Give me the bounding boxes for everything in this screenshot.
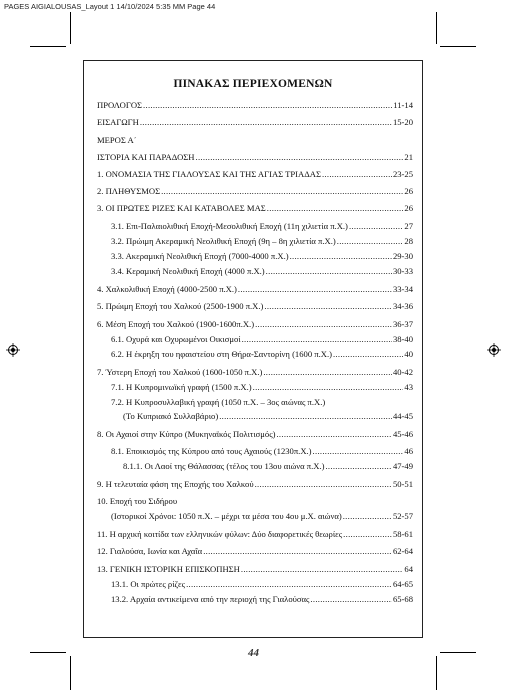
toc-entry xyxy=(123,461,413,471)
toc-leader xyxy=(203,546,392,556)
toc-entry-label: 8.1.1. Οι Λαοί της Θάλασσας (τέλος του 13ου αιώνα π.Χ.) xyxy=(123,461,325,471)
toc-entry-page: 65-68 xyxy=(392,594,413,604)
toc-leader xyxy=(264,301,392,311)
toc-entry-label: 2. ΠΛΗΘΥΣΜΟΣ xyxy=(97,186,161,196)
toc-entry-label: ΜΕΡΟΣ Α΄ xyxy=(97,135,137,145)
toc-entry xyxy=(111,236,413,246)
toc-leader xyxy=(313,446,404,456)
toc-entry-page: 47-49 xyxy=(392,461,413,471)
toc-entry xyxy=(97,479,413,489)
toc-leader xyxy=(267,203,404,213)
toc-entry xyxy=(97,429,413,439)
toc-entry-label: 6.1. Οχυρά και Οχυρωμένοι Οικισμοί xyxy=(111,334,241,344)
toc-entry-label: 7. Ύστερη Εποχή του Χαλκού (1600-1050 π.Χ.) xyxy=(97,367,263,377)
crop-mark-tr-h xyxy=(440,46,476,47)
toc-entry xyxy=(97,301,413,311)
toc-entry-label: (Ιστορικοί Χρόνοι: 1050 π.Χ. – μέχρι τα μέσα του 4ου μ.Χ. αιώνα) xyxy=(111,511,342,521)
toc-entry xyxy=(97,319,413,329)
toc-entry xyxy=(111,446,413,456)
toc-leader xyxy=(290,251,392,261)
toc-entry-page: 64-65 xyxy=(392,579,413,589)
toc-entry-page: 26 xyxy=(404,203,413,213)
toc-entry-label: ΠΡΟΛΟΓΟΣ xyxy=(97,100,143,110)
toc-entry-label: ΕΙΣΑΓΩΓΗ xyxy=(97,117,139,127)
page-number: 44 xyxy=(248,647,259,659)
print-slug: PAGES AIGIALOUSAS_Layout 1 14/10/2024 5:35 ΜΜ Page 44 xyxy=(4,2,216,11)
toc-entry-label: ΙΣΤΟΡΙΑ ΚΑΙ ΠΑΡΑΔΟΣΗ xyxy=(97,152,195,162)
toc-entry-page: 23-25 xyxy=(392,169,413,179)
toc-leader xyxy=(219,411,392,421)
toc-leader xyxy=(263,367,392,377)
toc-entry-page: 52-57 xyxy=(392,511,413,521)
toc-entry xyxy=(97,284,413,294)
toc-leader xyxy=(343,529,392,539)
toc-entry xyxy=(97,203,413,213)
toc-entry xyxy=(111,511,413,521)
toc-entry xyxy=(97,367,413,377)
toc-entry-label: 4. Χαλκολιθική Εποχή (4000-2500 π.Χ.) xyxy=(97,284,237,294)
toc-entry-label: 13.1. Οι πρώτες ρίζες xyxy=(111,579,186,589)
toc-entry-page: 36-37 xyxy=(392,319,413,329)
toc-entry-page: 33-34 xyxy=(392,284,413,294)
toc-entry xyxy=(97,117,413,127)
registration-mark-left-icon xyxy=(6,343,20,357)
toc-leader xyxy=(238,284,392,294)
toc-entry-page: 28 xyxy=(404,236,413,246)
toc-entry-page: 15-20 xyxy=(392,117,413,127)
toc-leader xyxy=(333,349,403,359)
toc-leader xyxy=(253,382,404,392)
toc-leader xyxy=(241,564,404,574)
toc-entry-label: 11. Η αρχική κοιτίδα των ελληνικών φύλων: Δύο διαφορετικές θεωρίες xyxy=(97,529,343,539)
toc-entry xyxy=(111,594,413,604)
toc-entry-page: 21 xyxy=(404,152,413,162)
toc-entry-label: 9. Η τελευταία φάση της Εποχής του Χαλκού xyxy=(97,479,254,489)
toc-entry-page: 45-46 xyxy=(392,429,413,439)
toc-entry-label: 3.1. Επι-Παλαιολιθική Εποχή-Μεσολιθική Εποχή (11η χιλιετία π.Χ.) xyxy=(111,221,348,231)
toc-entry-page: 30-33 xyxy=(392,266,413,276)
toc-leader xyxy=(196,152,404,162)
toc-entry xyxy=(97,152,413,162)
toc-entry xyxy=(97,529,413,539)
toc-entry-label: 8.1. Εποικισμός της Κύπρου από τους Αχαιούς (1230π.Χ.) xyxy=(111,446,312,456)
toc-entry-page: 26 xyxy=(404,186,413,196)
registration-mark-right-icon xyxy=(487,343,501,357)
toc-entry-page: 27 xyxy=(404,221,413,231)
toc-leader xyxy=(161,186,403,196)
toc-entry-label: 6.2. Η έκρηξη του ηφαιστείου στη Θήρα-Σαντορίνη (1600 π.Χ.) xyxy=(111,349,332,359)
toc-entry-label: 13. ΓΕΝΙΚΗ ΙΣΤΟΡΙΚΗ ΕΠΙΣΚΟΠΗΣΗ xyxy=(97,564,240,574)
toc-entry xyxy=(97,496,413,506)
toc-entry-page: 38-40 xyxy=(392,334,413,344)
crop-mark-tl-v xyxy=(70,12,71,44)
toc-entry-label: 12. Γιαλούσα, Ιωνία και Αχαΐα xyxy=(97,546,203,556)
toc-entry-label: 8. Οι Αχαιοί στην Κύπρο (Μυκηναϊκός Πολιτισμός) xyxy=(97,429,276,439)
toc-leader xyxy=(266,266,392,276)
crop-mark-br-v xyxy=(436,656,437,690)
toc-entry xyxy=(111,579,413,589)
toc-entry xyxy=(111,382,413,392)
toc-leader xyxy=(255,479,392,489)
toc-entry-label: 6. Μέση Εποχή του Χαλκού (1900-1600π.Χ.) xyxy=(97,319,255,329)
toc-entry-page: 11-14 xyxy=(393,100,413,110)
page-title: ΠΙΝΑΚΑΣ ΠΕΡΙΕΧΟΜΕΝΩΝ xyxy=(173,78,333,90)
toc-entry xyxy=(111,251,413,261)
toc-entry-label: 3. ΟΙ ΠΡΩΤΕΣ ΡΙΖΕΣ ΚΑΙ ΚΑΤΑΒΟΛΕΣ ΜΑΣ xyxy=(97,203,266,213)
toc-entry-label: 5. Πρώιμη Εποχή του Χαλκού (2500-1900 π.Χ.) xyxy=(97,301,264,311)
toc-entry xyxy=(97,564,413,574)
toc-entry-label: 10. Εποχή του Σιδήρου xyxy=(97,496,178,506)
toc-leader xyxy=(255,319,392,329)
toc-leader xyxy=(310,594,392,604)
toc-entry-page: 64 xyxy=(404,564,413,574)
toc-leader xyxy=(343,511,392,521)
toc-entry xyxy=(97,169,413,179)
toc-entry-page: 58-61 xyxy=(392,529,413,539)
toc-entry xyxy=(97,135,413,145)
toc-entry-label: 7.2. Η Κυπροσυλλαβική γραφή (1050 π.Χ. – 3ος αιώνας π.Χ.) xyxy=(111,397,326,407)
toc-entry-page: 43 xyxy=(404,382,413,392)
toc-leader xyxy=(143,100,392,110)
toc-entry xyxy=(97,186,413,196)
toc-entry xyxy=(111,397,413,407)
toc-entry-label: 7.1. Η Κυπρομινωϊκή γραφή (1500 π.Χ.) xyxy=(111,382,252,392)
toc-entry-label: (Το Κυπριακό Συλλαβάριο) xyxy=(123,411,219,421)
toc-leader xyxy=(276,429,391,439)
toc-leader xyxy=(140,117,392,127)
toc-leader xyxy=(337,236,404,246)
toc-entry-page: 50-51 xyxy=(392,479,413,489)
toc-entry-page: 44-45 xyxy=(392,411,413,421)
toc-leader xyxy=(242,334,392,344)
crop-mark-tr-v xyxy=(436,12,437,44)
toc-entry-label: 3.2. Πρώιμη Ακεραμική Νεολιθική Εποχή (9η – 8η χιλιετία π.Χ.) xyxy=(111,236,336,246)
toc-entry xyxy=(111,349,413,359)
toc-entry xyxy=(111,221,413,231)
toc-leader xyxy=(349,221,403,231)
toc-entry-label: 3.3. Ακεραμική Νεολιθική Εποχή (7000-4000 π.Χ.) xyxy=(111,251,289,261)
toc-entry xyxy=(123,411,413,421)
toc-entry-label: 13.2. Αρχαία αντικείμενα από την περιοχή της Γιαλούσας xyxy=(111,594,310,604)
toc-entry xyxy=(97,100,413,110)
toc-leader xyxy=(325,461,391,471)
toc-entry xyxy=(97,546,413,556)
toc-entry xyxy=(111,266,413,276)
toc-entry xyxy=(111,334,413,344)
toc-entry-page: 40-42 xyxy=(392,367,413,377)
toc-entry-page: 40 xyxy=(404,349,413,359)
toc-leader xyxy=(322,169,392,179)
toc-leader xyxy=(186,579,392,589)
toc-entry-label: 1. ΟΝΟΜΑΣΙΑ ΤΗΣ ΓΙΑΛΟΥΣΑΣ ΚΑΙ ΤΗΣ ΑΓΙΑΣ ΤΡΙΑΔΑΣ xyxy=(97,169,321,179)
toc-entry-page: 34-36 xyxy=(392,301,413,311)
toc-entry-label: 3.4. Κεραμική Νεολιθική Εποχή (4000 π.Χ.) xyxy=(111,266,265,276)
crop-mark-bl-v xyxy=(70,656,71,690)
toc-entry-page: 46 xyxy=(404,446,413,456)
toc-entry-page: 62-64 xyxy=(392,546,413,556)
crop-mark-tl-h xyxy=(30,46,66,47)
toc-entry-page: 29-30 xyxy=(392,251,413,261)
